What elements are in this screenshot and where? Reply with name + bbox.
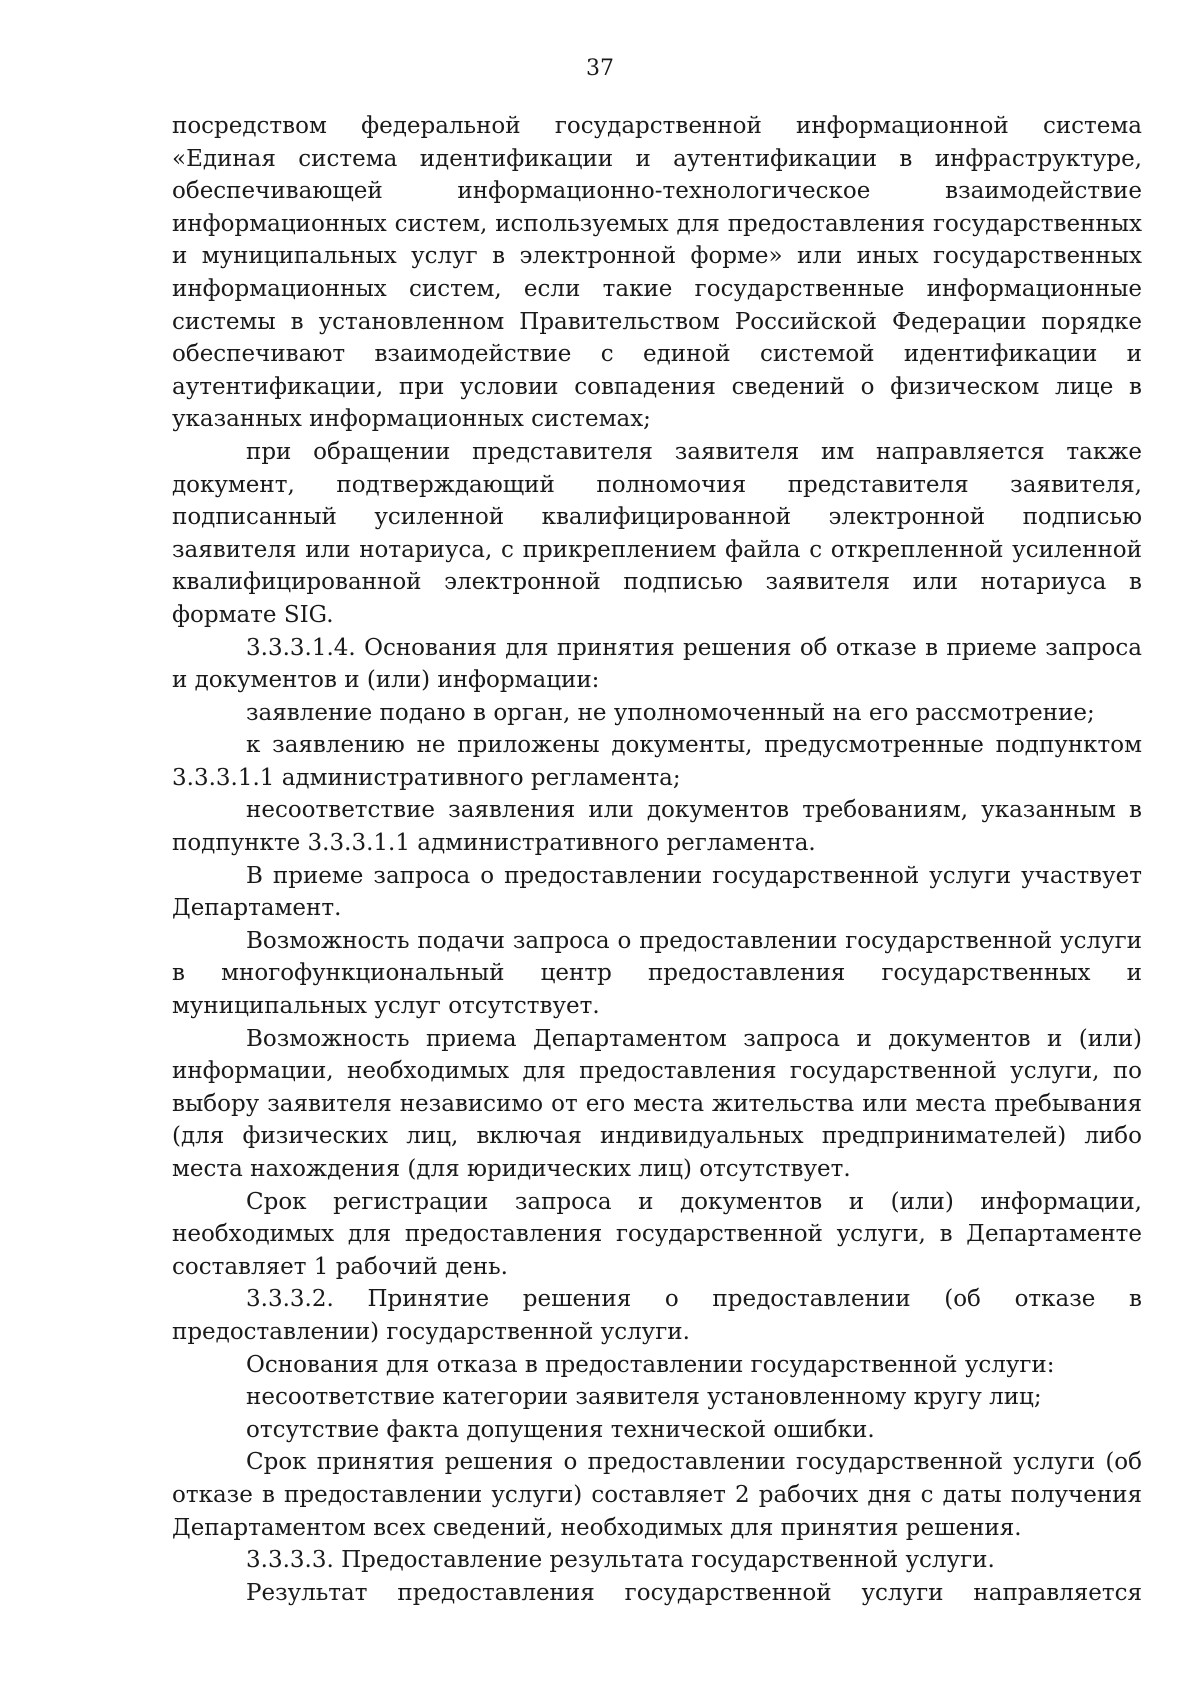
paragraph: Срок регистрации запроса и документов и (или) информации, необходимых для предоставления государственной услуги, в Департаменте составляет 1 рабочий день. — [172, 1188, 1142, 1280]
paragraph: Возможность приема Департаментом запроса и документов и (или) информации, необходимых для предоставления государственной услуги, по выбору заявителя независимо от его места жительства или места пребывания (для физических лиц, включая индивидуальных предпринимателей) либо места нахождения (для юридических лиц) отсутствует. — [172, 1025, 1142, 1182]
paragraph: при обращении представителя заявителя им направляется также документ, подтверждающий полномочия представителя заявителя, подписанный усиленной квалифицированной электронной подписью заявителя или нотариуса, с прикреплением файла с открепленной усиленной квалифицированной электронной подписью заявителя или нотариуса в формате SIG. — [172, 438, 1142, 628]
paragraph: В приеме запроса о предоставлении государственной услуги участвует Департамент. — [172, 862, 1142, 922]
page-number: 37 — [586, 56, 614, 81]
list-item: несоответствие категории заявителя установленному кругу лиц; — [246, 1384, 1042, 1411]
section-heading: 3.3.3.1.4. Основания для принятия решения об отказе в приеме запроса и документов и (или) информации: — [172, 634, 1142, 694]
section-heading: 3.3.3.3. Предоставление результата государственной услуги. — [246, 1547, 995, 1574]
document-body — [172, 110, 1142, 1609]
paragraph: посредством федеральной государственной информационной система «Единая система идентификации и аутентификации в инфраструктуре, обеспечивающей информационно-технологическое взаимодействие информационных систем, используемых для предоставления государственных и муниципальных услуг в электронной форме» или иных государственных информационных систем, если такие государственные информационные системы в установленном Правительством Российской Федерации порядке обеспечивают взаимодействие с единой системой идентификации и аутентификации, при условии совпадения сведений о физическом лице в указанных информационных системах; — [172, 113, 1142, 433]
list-item: несоответствие заявления или документов требованиям, указанным в подпункте 3.3.3.1.1 административного регламента. — [172, 797, 1142, 857]
list-item: отсутствие факта допущения технической ошибки. — [246, 1416, 875, 1443]
list-item: к заявлению не приложены документы, предусмотренные подпунктом 3.3.3.1.1 административного регламента; — [172, 732, 1142, 791]
section-heading: 3.3.3.2. Принятие решения о предоставлении (об отказе в предоставлении) государственной услуги. — [172, 1286, 1142, 1345]
list-item: заявление подано в орган, не уполномоченный на его рассмотрение; — [246, 699, 1095, 726]
paragraph: Результат предоставления государственной услуги направляется — [246, 1579, 1142, 1606]
paragraph: Основания для отказа в предоставлении государственной услуги: — [246, 1351, 1055, 1378]
paragraph: Срок принятия решения о предоставлении государственной услуги (об отказе в предоставлении услуги) составляет 2 рабочих дня с даты получения Департаментом всех сведений, необходимых для принятия решения. — [172, 1449, 1142, 1541]
paragraph: Возможность подачи запроса о предоставлении государственной услуги в многофункциональный центр предоставления государственных и муниципальных услуг отсутствует. — [172, 927, 1142, 1020]
